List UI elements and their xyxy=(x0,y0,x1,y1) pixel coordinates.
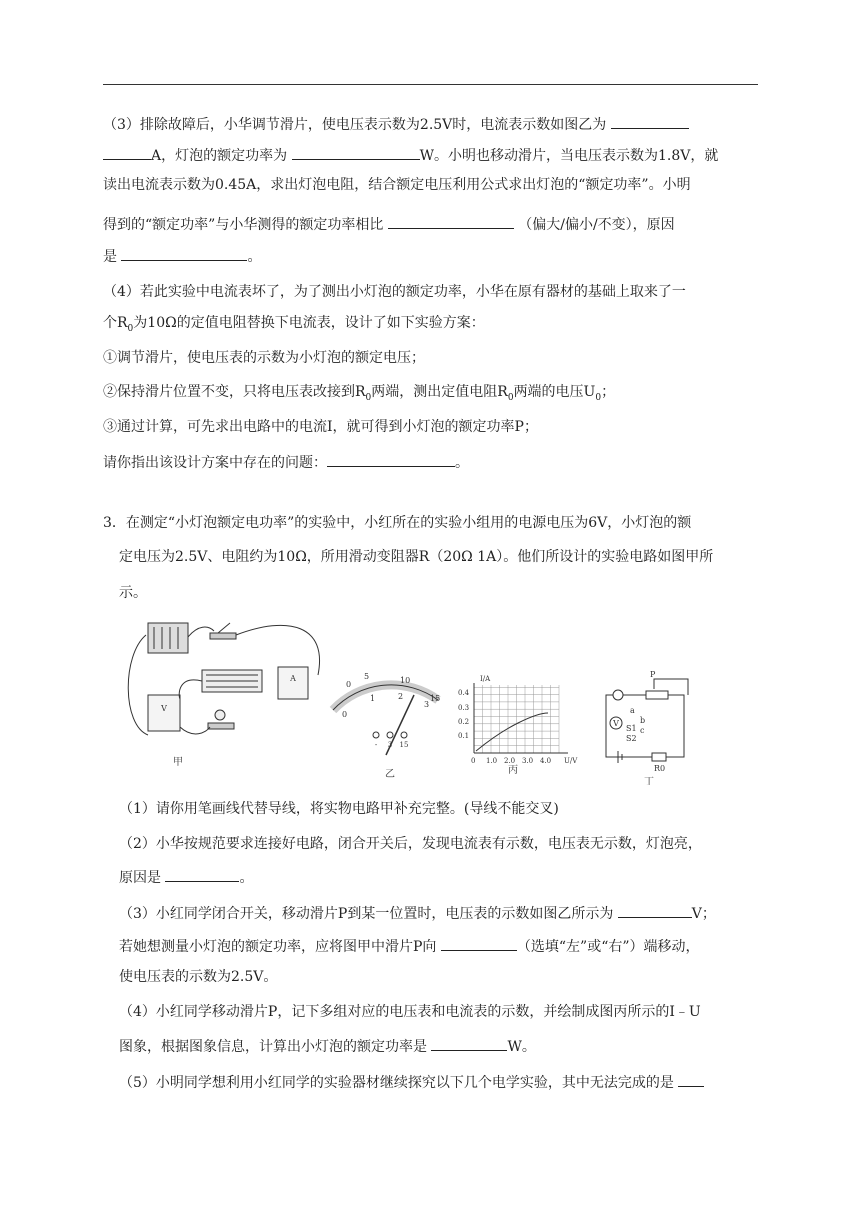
label-yi: 乙 xyxy=(385,769,395,780)
terminal-label: - xyxy=(374,741,378,749)
meter-tick: 5 xyxy=(364,672,370,681)
answer-blank[interactable] xyxy=(441,936,517,951)
circuit-label: S1 xyxy=(626,724,637,733)
q2-3-line-3: 读出电流表示数为0.45A，求出灯泡电阻，结合额定电压利用公式求出灯泡的“额定功率”。小明 xyxy=(103,177,691,193)
answer-blank[interactable] xyxy=(103,145,151,160)
q3-part-1: （1）请你用笔画线代替导线，将实物电路甲补充完整。(导线不能交叉) xyxy=(119,801,559,817)
graph-ylabel: I/A xyxy=(480,675,491,683)
answer-blank[interactable] xyxy=(327,452,455,467)
ammeter-icon xyxy=(278,667,308,699)
header-rule xyxy=(103,84,758,85)
meter-inner-tick: 0 xyxy=(342,710,348,719)
figure-ding-circuit xyxy=(606,670,688,785)
switch-icon xyxy=(210,633,236,639)
q3-part-4-line-1: （4）小红同学移动滑片P，记下多组对应的电压表和电流表的示数，并绘制成图丙所示的I﹣U xyxy=(119,1004,701,1020)
q2-3-line-5: 是 。 xyxy=(103,246,261,266)
q3-part-3-line-1: （3）小红同学闭合开关，移动滑片P到某一位置时，电压表的示数如图乙所示为 V； xyxy=(119,903,716,923)
meter-inner-tick: 2 xyxy=(398,692,404,701)
circuit-label: a xyxy=(630,706,635,715)
label-jia: 甲 xyxy=(173,757,183,768)
circuit-label: V xyxy=(613,719,619,728)
q3-part-4-line-2: 图象，根据图象信息，计算出小灯泡的额定功率是 W。 xyxy=(119,1036,536,1056)
label-bing: 丙 xyxy=(508,765,518,776)
answer-blank[interactable] xyxy=(431,1036,507,1051)
circuit-label: b xyxy=(640,716,646,725)
q2-4-line-2: 个$R_0$为10Ω的定值电阻替换下电流表，设计了如下实验方案： xyxy=(103,315,485,334)
lamp-symbol xyxy=(613,690,623,700)
label-ding: 丁 xyxy=(644,777,654,785)
svg-text:V: V xyxy=(161,704,167,713)
graph-ytick: 0.4 xyxy=(458,689,470,697)
answer-blank[interactable] xyxy=(678,1072,704,1087)
graph-xtick: 1.0 xyxy=(486,757,498,765)
circuit-label: R0 xyxy=(654,764,666,773)
q3-part-5: （5）小明同学想利用小红同学的实验器材继续探究以下几个电学实验，其中无法完成的是 xyxy=(119,1072,704,1092)
q3-line-1: 3．在测定“小灯泡额定电功率”的实验中，小红所在的实验小组用的电源电压为6V，小灯泡的额 xyxy=(103,515,692,531)
figure-yi-meter xyxy=(333,672,440,780)
q2-3-line-4: 得到的“额定功率”与小华测得的额定功率相比 （偏大/偏小/不变），原因 xyxy=(103,214,675,234)
q2-4-step-2: ②保持滑片位置不变，只将电压表改接到$R_0$两端，测出定值电阻$R_0$两端的电压$U_0$； xyxy=(103,384,616,403)
q3-part-3-line-2: 若她想测量小灯泡的额定功率，应将图甲中滑片P向 （选填“左”或“右”）端移动， xyxy=(119,936,700,956)
answer-blank[interactable] xyxy=(121,246,247,261)
answer-blank[interactable] xyxy=(165,867,239,882)
meter-inner-tick: 1 xyxy=(370,694,376,703)
q2-4-line-1: （4）若此实验中电流表坏了，为了测出小灯泡的额定功率，小华在原有器材的基础上取来了一 xyxy=(103,284,686,300)
graph-ytick: 0.2 xyxy=(458,718,470,726)
answer-blank[interactable] xyxy=(388,214,514,229)
graph-curve xyxy=(476,713,548,751)
figure-jia-apparatus xyxy=(128,623,319,768)
q3-line-2: 定电压为2.5V、电阻约为10Ω，所用滑动变阻器R（20Ω 1A）。他们所设计的实验电路如图甲所 xyxy=(119,549,714,565)
circuit-label: c xyxy=(640,726,645,735)
terminal-label: 15 xyxy=(399,741,409,749)
answer-blank[interactable] xyxy=(611,114,689,129)
meter-tick: 0 xyxy=(346,680,352,689)
rheostat-symbol xyxy=(646,691,668,699)
experiment-figure xyxy=(118,615,768,785)
voltmeter-icon xyxy=(148,695,180,731)
graph-ytick: 0.1 xyxy=(458,732,470,740)
graph-xtick: 4.0 xyxy=(540,757,552,765)
bulb-icon xyxy=(215,710,225,720)
graph-xlabel: U/V xyxy=(564,757,578,765)
q2-4-ask: 请你指出该设计方案中存在的问题： 。 xyxy=(103,452,469,472)
meter-tick: 10 xyxy=(400,676,411,685)
figure-bing-graph xyxy=(458,675,578,776)
circuit-label: S2 xyxy=(626,734,637,743)
q2-3-line-2: A，灯泡的额定功率为 W。小明也移动滑片，当电压表示数为1.8V，就 xyxy=(103,145,718,165)
answer-blank[interactable] xyxy=(292,145,420,160)
q2-3-line-1: （3）排除故障后，小华调节滑片，使电压表示数为2.5V时，电流表示数如图乙为 xyxy=(103,114,689,134)
q3-line-3: 示。 xyxy=(119,585,147,601)
meter-inner-tick: 3 xyxy=(424,700,430,709)
circuit-label: P xyxy=(650,670,656,679)
graph-ytick: 0.3 xyxy=(458,704,470,712)
q3-part-2-line-1: （2）小华按规范要求连接好电路，闭合开关后，发现电流表有示数，电压表无示数，灯泡亮， xyxy=(119,836,702,852)
meter-tick: 15 xyxy=(430,694,441,703)
graph-xtick: 2.0 xyxy=(504,757,516,765)
q2-4-step-1: ①调节滑片，使电压表的示数为小灯泡的额定电压； xyxy=(103,350,425,366)
terminal-label: 3 xyxy=(387,741,393,749)
answer-blank[interactable] xyxy=(618,903,692,918)
q3-part-3-line-3: 使电压表的示数为2.5V。 xyxy=(119,969,278,985)
resistor-r0-symbol xyxy=(652,753,666,761)
graph-xtick: 3.0 xyxy=(522,757,534,765)
svg-text:A: A xyxy=(290,674,296,683)
graph-xtick: 0 xyxy=(471,757,476,765)
q3-part-2-line-2: 原因是 。 xyxy=(119,867,253,887)
q2-4-step-3: ③通过计算，可先求出电路中的电流I，就可得到小灯泡的额定功率P； xyxy=(103,419,538,435)
